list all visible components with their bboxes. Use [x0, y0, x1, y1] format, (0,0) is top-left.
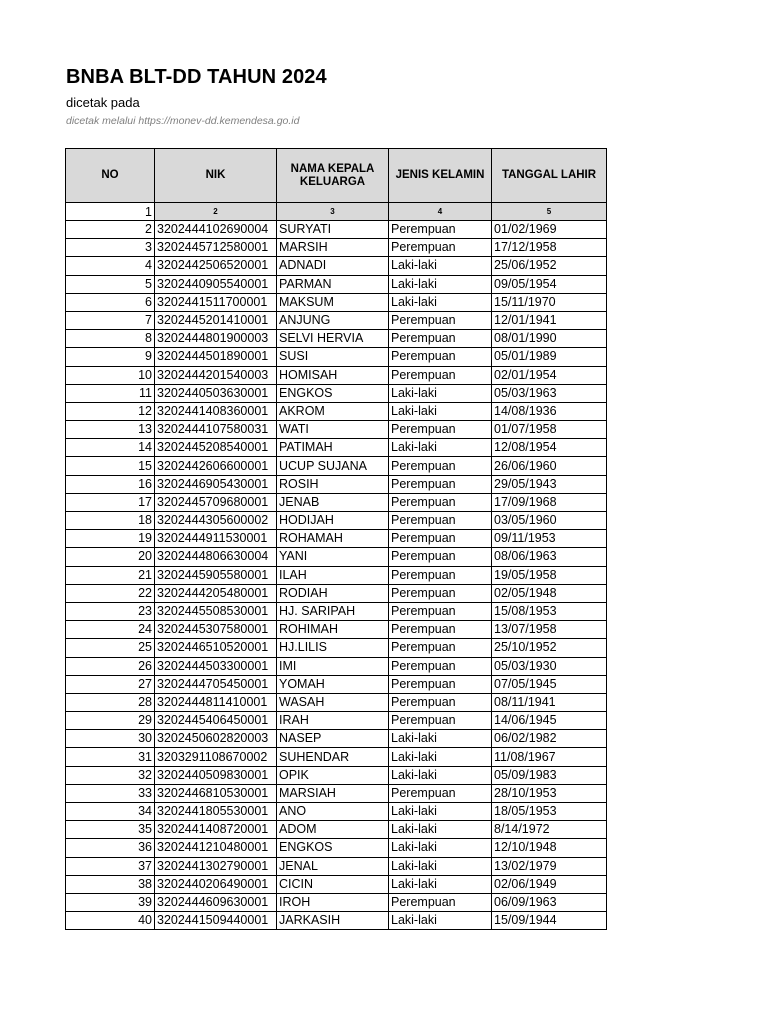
cell-nik: 3202441408360001 — [155, 402, 277, 420]
cell-nama: JENAB — [277, 493, 389, 511]
cell-tanggal-lahir: 05/01/1989 — [492, 348, 607, 366]
cell-nama: NASEP — [277, 730, 389, 748]
column-number: 4 — [389, 203, 492, 221]
cell-no: 9 — [66, 348, 155, 366]
table-row — [66, 602, 607, 620]
cell-nama: ADNADI — [277, 257, 389, 275]
cell-jenis-kelamin: Perempuan — [389, 712, 492, 730]
cell-nama: HODIJAH — [277, 512, 389, 530]
cell-tanggal-lahir: 15/09/1944 — [492, 912, 607, 930]
cell-tanggal-lahir: 08/11/1941 — [492, 693, 607, 711]
cell-nama: ROHIMAH — [277, 621, 389, 639]
cell-nama: WASAH — [277, 693, 389, 711]
beneficiary-table — [65, 148, 607, 930]
cell-no: 21 — [66, 566, 155, 584]
table-row — [66, 766, 607, 784]
cell-tanggal-lahir: 05/03/1930 — [492, 657, 607, 675]
table-row — [66, 821, 607, 839]
cell-tanggal-lahir: 08/01/1990 — [492, 330, 607, 348]
cell-tanggal-lahir: 25/06/1952 — [492, 257, 607, 275]
cell-jenis-kelamin: Perempuan — [389, 311, 492, 329]
table-row — [66, 330, 607, 348]
cell-jenis-kelamin: Perempuan — [389, 693, 492, 711]
cell-jenis-kelamin: Perempuan — [389, 475, 492, 493]
table-row — [66, 421, 607, 439]
cell-nik: 3202442506520001 — [155, 257, 277, 275]
cell-jenis-kelamin: Laki-laki — [389, 821, 492, 839]
cell-jenis-kelamin: Laki-laki — [389, 803, 492, 821]
cell-no: 4 — [66, 257, 155, 275]
cell-no: 39 — [66, 893, 155, 911]
cell-jenis-kelamin: Laki-laki — [389, 839, 492, 857]
cell-nik: 3202446810530001 — [155, 784, 277, 802]
cell-no: 34 — [66, 803, 155, 821]
cell-no: 36 — [66, 839, 155, 857]
cell-tanggal-lahir: 11/08/1967 — [492, 748, 607, 766]
cell-tanggal-lahir: 05/09/1983 — [492, 766, 607, 784]
cell-no: 12 — [66, 402, 155, 420]
cell-no: 33 — [66, 784, 155, 802]
cell-nik: 3202440206490001 — [155, 875, 277, 893]
cell-nik: 3202442606600001 — [155, 457, 277, 475]
table-row — [66, 730, 607, 748]
cell-jenis-kelamin: Laki-laki — [389, 730, 492, 748]
cell-tanggal-lahir: 03/05/1960 — [492, 512, 607, 530]
table-row — [66, 275, 607, 293]
table-row — [66, 748, 607, 766]
cell-jenis-kelamin: Perempuan — [389, 239, 492, 257]
print-source-note: dicetak melalui https://monev-dd.kemendesa.go.id — [66, 115, 300, 127]
cell-tanggal-lahir: 05/03/1963 — [492, 384, 607, 402]
column-number: 1 — [66, 203, 155, 221]
cell-tanggal-lahir: 15/08/1953 — [492, 602, 607, 620]
cell-tanggal-lahir: 13/07/1958 — [492, 621, 607, 639]
cell-tanggal-lahir: 09/11/1953 — [492, 530, 607, 548]
cell-tanggal-lahir: 01/07/1958 — [492, 421, 607, 439]
cell-jenis-kelamin: Laki-laki — [389, 384, 492, 402]
cell-no: 25 — [66, 639, 155, 657]
cell-nik: 3202441210480001 — [155, 839, 277, 857]
cell-nik: 3202441408720001 — [155, 821, 277, 839]
cell-nik: 3203291108670002 — [155, 748, 277, 766]
cell-no: 3 — [66, 239, 155, 257]
cell-no: 27 — [66, 675, 155, 693]
table-header — [66, 149, 607, 221]
cell-nik: 3202445201410001 — [155, 311, 277, 329]
column-number: 5 — [492, 203, 607, 221]
cell-no: 7 — [66, 311, 155, 329]
cell-tanggal-lahir: 13/02/1979 — [492, 857, 607, 875]
cell-tanggal-lahir: 29/05/1943 — [492, 475, 607, 493]
cell-tanggal-lahir: 08/06/1963 — [492, 548, 607, 566]
table-row — [66, 221, 607, 239]
cell-no: 10 — [66, 366, 155, 384]
table-row — [66, 875, 607, 893]
cell-no: 28 — [66, 693, 155, 711]
cell-tanggal-lahir: 26/06/1960 — [492, 457, 607, 475]
cell-nik: 3202446905430001 — [155, 475, 277, 493]
cell-jenis-kelamin: Laki-laki — [389, 857, 492, 875]
cell-jenis-kelamin: Perempuan — [389, 221, 492, 239]
cell-nama: ENGKOS — [277, 839, 389, 857]
cell-jenis-kelamin: Perempuan — [389, 330, 492, 348]
cell-nik: 3202445709680001 — [155, 493, 277, 511]
cell-tanggal-lahir: 02/01/1954 — [492, 366, 607, 384]
cell-nik: 3202445406450001 — [155, 712, 277, 730]
cell-no: 14 — [66, 439, 155, 457]
cell-no: 40 — [66, 912, 155, 930]
cell-nama: IMI — [277, 657, 389, 675]
cell-no: 30 — [66, 730, 155, 748]
cell-jenis-kelamin: Perempuan — [389, 893, 492, 911]
table-row — [66, 712, 607, 730]
column-header-row — [66, 149, 607, 203]
cell-nama: ANJUNG — [277, 311, 389, 329]
column-number: 3 — [277, 203, 389, 221]
cell-nik: 3202445307580001 — [155, 621, 277, 639]
cell-jenis-kelamin: Laki-laki — [389, 293, 492, 311]
cell-no: 17 — [66, 493, 155, 511]
cell-jenis-kelamin: Perempuan — [389, 639, 492, 657]
table-row — [66, 293, 607, 311]
table-row — [66, 530, 607, 548]
cell-nik: 3202444503300001 — [155, 657, 277, 675]
cell-no: 13 — [66, 421, 155, 439]
cell-nik: 3202441805530001 — [155, 803, 277, 821]
cell-tanggal-lahir: 14/06/1945 — [492, 712, 607, 730]
table-row — [66, 384, 607, 402]
cell-tanggal-lahir: 06/09/1963 — [492, 893, 607, 911]
cell-no: 23 — [66, 602, 155, 620]
cell-nik: 3202444501890001 — [155, 348, 277, 366]
table-row — [66, 566, 607, 584]
cell-nama: JENAL — [277, 857, 389, 875]
cell-nik: 3202444305600002 — [155, 512, 277, 530]
cell-tanggal-lahir: 17/12/1958 — [492, 239, 607, 257]
table-row — [66, 493, 607, 511]
cell-tanggal-lahir: 8/14/1972 — [492, 821, 607, 839]
cell-nama: MARSIAH — [277, 784, 389, 802]
cell-nik: 3202444205480001 — [155, 584, 277, 602]
cell-nik: 3202444801900003 — [155, 330, 277, 348]
cell-jenis-kelamin: Perempuan — [389, 657, 492, 675]
cell-nama: ROSIH — [277, 475, 389, 493]
cell-nama: HJ.LILIS — [277, 639, 389, 657]
cell-nama: WATI — [277, 421, 389, 439]
table-row — [66, 693, 607, 711]
cell-nama: SUHENDAR — [277, 748, 389, 766]
cell-nama: ADOM — [277, 821, 389, 839]
cell-no: 38 — [66, 875, 155, 893]
table-row — [66, 311, 607, 329]
cell-nik: 3202444609630001 — [155, 893, 277, 911]
cell-no: 16 — [66, 475, 155, 493]
cell-nik: 3202444911530001 — [155, 530, 277, 548]
cell-jenis-kelamin: Perempuan — [389, 366, 492, 384]
cell-tanggal-lahir: 12/01/1941 — [492, 311, 607, 329]
table-row — [66, 239, 607, 257]
table-row — [66, 621, 607, 639]
cell-nama: HJ. SARIPAH — [277, 602, 389, 620]
column-header-no: NO — [66, 149, 155, 203]
cell-nama: SURYATI — [277, 221, 389, 239]
table-row — [66, 839, 607, 857]
cell-jenis-kelamin: Perempuan — [389, 530, 492, 548]
cell-tanggal-lahir: 25/10/1952 — [492, 639, 607, 657]
cell-no: 5 — [66, 275, 155, 293]
cell-nik: 3202440905540001 — [155, 275, 277, 293]
cell-jenis-kelamin: Laki-laki — [389, 402, 492, 420]
cell-tanggal-lahir: 14/08/1936 — [492, 402, 607, 420]
cell-no: 2 — [66, 221, 155, 239]
cell-nama: JARKASIH — [277, 912, 389, 930]
cell-nama: HOMISAH — [277, 366, 389, 384]
cell-nik: 3202444811410001 — [155, 693, 277, 711]
cell-nik: 3202444107580031 — [155, 421, 277, 439]
cell-nik: 3202446510520001 — [155, 639, 277, 657]
cell-no: 18 — [66, 512, 155, 530]
column-number-row — [66, 203, 607, 221]
document-title: BNBA BLT-DD TAHUN 2024 — [66, 66, 327, 88]
cell-tanggal-lahir: 02/05/1948 — [492, 584, 607, 602]
cell-tanggal-lahir: 12/08/1954 — [492, 439, 607, 457]
cell-tanggal-lahir: 15/11/1970 — [492, 293, 607, 311]
cell-jenis-kelamin: Perempuan — [389, 421, 492, 439]
cell-tanggal-lahir: 12/10/1948 — [492, 839, 607, 857]
cell-nama: PARMAN — [277, 275, 389, 293]
table-row — [66, 584, 607, 602]
cell-no: 35 — [66, 821, 155, 839]
cell-nama: PATIMAH — [277, 439, 389, 457]
cell-jenis-kelamin: Perempuan — [389, 784, 492, 802]
cell-jenis-kelamin: Perempuan — [389, 548, 492, 566]
cell-no: 6 — [66, 293, 155, 311]
cell-jenis-kelamin: Laki-laki — [389, 748, 492, 766]
cell-nama: OPIK — [277, 766, 389, 784]
cell-jenis-kelamin: Laki-laki — [389, 257, 492, 275]
cell-nama: MARSIH — [277, 239, 389, 257]
cell-no: 19 — [66, 530, 155, 548]
table-body — [66, 221, 607, 930]
cell-tanggal-lahir: 07/05/1945 — [492, 675, 607, 693]
cell-nik: 3202444201540003 — [155, 366, 277, 384]
table-row — [66, 457, 607, 475]
cell-jenis-kelamin: Perempuan — [389, 621, 492, 639]
cell-jenis-kelamin: Perempuan — [389, 457, 492, 475]
cell-no: 20 — [66, 548, 155, 566]
cell-jenis-kelamin: Perempuan — [389, 675, 492, 693]
cell-tanggal-lahir: 02/06/1949 — [492, 875, 607, 893]
cell-nik: 3202444806630004 — [155, 548, 277, 566]
cell-tanggal-lahir: 28/10/1953 — [492, 784, 607, 802]
cell-nama: IROH — [277, 893, 389, 911]
cell-tanggal-lahir: 01/02/1969 — [492, 221, 607, 239]
cell-no: 15 — [66, 457, 155, 475]
cell-no: 24 — [66, 621, 155, 639]
cell-jenis-kelamin: Laki-laki — [389, 875, 492, 893]
cell-nama: ANO — [277, 803, 389, 821]
cell-nik: 3202444705450001 — [155, 675, 277, 693]
cell-nik: 3202441509440001 — [155, 912, 277, 930]
cell-no: 11 — [66, 384, 155, 402]
cell-nik: 3202445208540001 — [155, 439, 277, 457]
cell-nama: RODIAH — [277, 584, 389, 602]
cell-jenis-kelamin: Perempuan — [389, 512, 492, 530]
cell-nik: 3202445905580001 — [155, 566, 277, 584]
column-header-nik: NIK — [155, 149, 277, 203]
cell-jenis-kelamin: Perempuan — [389, 584, 492, 602]
table-row — [66, 639, 607, 657]
table-row — [66, 257, 607, 275]
cell-jenis-kelamin: Laki-laki — [389, 912, 492, 930]
cell-tanggal-lahir: 18/05/1953 — [492, 803, 607, 821]
cell-no: 31 — [66, 748, 155, 766]
cell-jenis-kelamin: Laki-laki — [389, 766, 492, 784]
cell-nama: CICIN — [277, 875, 389, 893]
cell-nik: 3202445712580001 — [155, 239, 277, 257]
cell-jenis-kelamin: Laki-laki — [389, 275, 492, 293]
cell-nama: ILAH — [277, 566, 389, 584]
cell-nik: 3202444102690004 — [155, 221, 277, 239]
cell-no: 29 — [66, 712, 155, 730]
cell-nama: YOMAH — [277, 675, 389, 693]
table-row — [66, 348, 607, 366]
table-row — [66, 439, 607, 457]
column-header-tanggal-lahir: TANGGAL LAHIR — [492, 149, 607, 203]
table-row — [66, 893, 607, 911]
table-row — [66, 784, 607, 802]
table-row — [66, 402, 607, 420]
table-row — [66, 912, 607, 930]
column-number: 2 — [155, 203, 277, 221]
cell-jenis-kelamin: Laki-laki — [389, 439, 492, 457]
cell-jenis-kelamin: Perempuan — [389, 493, 492, 511]
cell-nik: 3202441302790001 — [155, 857, 277, 875]
cell-tanggal-lahir: 06/02/1982 — [492, 730, 607, 748]
table-row — [66, 512, 607, 530]
table-row — [66, 857, 607, 875]
table-row — [66, 366, 607, 384]
cell-nama: ROHAMAH — [277, 530, 389, 548]
cell-no: 26 — [66, 657, 155, 675]
cell-nama: AKROM — [277, 402, 389, 420]
cell-nama: YANI — [277, 548, 389, 566]
cell-nik: 3202445508530001 — [155, 602, 277, 620]
cell-no: 37 — [66, 857, 155, 875]
table-row — [66, 675, 607, 693]
print-date-label: dicetak pada — [66, 95, 140, 110]
cell-jenis-kelamin: Perempuan — [389, 566, 492, 584]
cell-no: 22 — [66, 584, 155, 602]
cell-nik: 3202450602820003 — [155, 730, 277, 748]
cell-jenis-kelamin: Perempuan — [389, 602, 492, 620]
cell-tanggal-lahir: 09/05/1954 — [492, 275, 607, 293]
cell-nik: 3202441511700001 — [155, 293, 277, 311]
column-header-nama: NAMA KEPALA KELUARGA — [277, 149, 389, 203]
cell-nama: ENGKOS — [277, 384, 389, 402]
cell-no: 8 — [66, 330, 155, 348]
cell-nik: 3202440503630001 — [155, 384, 277, 402]
cell-nama: SUSI — [277, 348, 389, 366]
cell-no: 32 — [66, 766, 155, 784]
table-row — [66, 657, 607, 675]
column-header-jenis-kelamin: JENIS KELAMIN — [389, 149, 492, 203]
table-row — [66, 475, 607, 493]
cell-tanggal-lahir: 17/09/1968 — [492, 493, 607, 511]
table-row — [66, 548, 607, 566]
cell-nama: MAKSUM — [277, 293, 389, 311]
cell-jenis-kelamin: Perempuan — [389, 348, 492, 366]
table-row — [66, 803, 607, 821]
cell-nama: SELVI HERVIA — [277, 330, 389, 348]
cell-nik: 3202440509830001 — [155, 766, 277, 784]
cell-tanggal-lahir: 19/05/1958 — [492, 566, 607, 584]
cell-nama: IRAH — [277, 712, 389, 730]
cell-nama: UCUP SUJANA — [277, 457, 389, 475]
